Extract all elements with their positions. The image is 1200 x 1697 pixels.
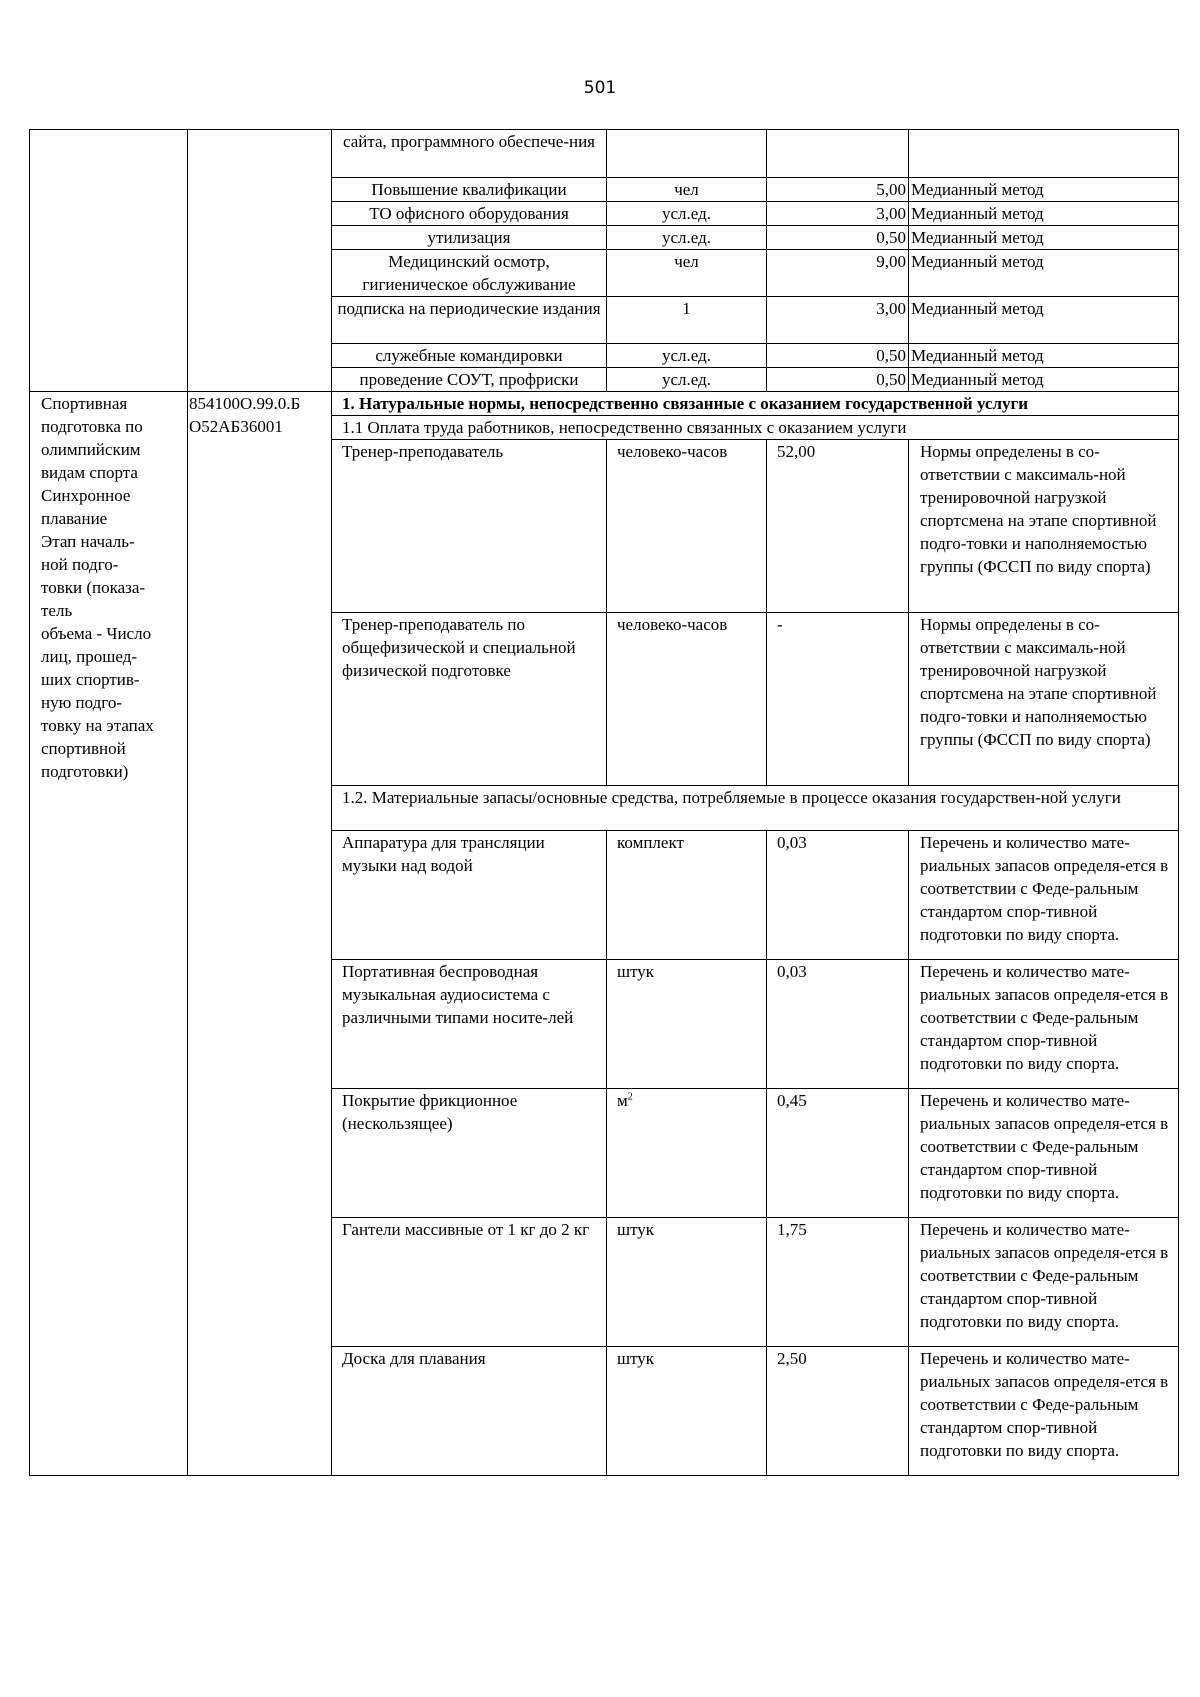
item-cell: Гантели массивные от 1 кг до 2 кг <box>332 1218 607 1347</box>
item-cell: проведение СОУТ, профриски <box>332 368 607 392</box>
unit-cell: штук <box>607 1218 767 1347</box>
empty-service-cell <box>30 130 188 392</box>
subsection-1-1-title: 1.1 Оплата труда работников, непосредственно связанных с оказанием услуги <box>332 416 1179 440</box>
note-cell: Перечень и количество мате-риальных запасов определя-ется в соответствии с Феде-ральным стандартом спор-тивной подготовки по виду спорта. <box>909 960 1179 1089</box>
value-cell: 1,75 <box>767 1218 909 1347</box>
item-cell: подписка на периодические издания <box>332 297 607 344</box>
service-name-line: ную подго- <box>41 693 123 712</box>
section-header-row <box>30 392 1179 416</box>
page-number: 501 <box>583 78 617 98</box>
note-cell: Перечень и количество мате-риальных запасов определя-ется в соответствии с Феде-ральным стандартом спор-тивной подготовки по виду спорта. <box>909 1089 1179 1218</box>
unit-cell <box>607 130 767 178</box>
value-cell: 0,50 <box>767 344 909 368</box>
note-cell: Перечень и количество мате-риальных запасов определя-ется в соответствии с Феде-ральным стандартом спор-тивной подготовки по виду спорта. <box>909 1347 1179 1476</box>
unit-cell: усл.ед. <box>607 202 767 226</box>
method-cell <box>909 130 1179 178</box>
item-cell: Тренер-преподаватель по общефизической и специальной физической подготовке <box>332 613 607 786</box>
item-cell: Доска для плавания <box>332 1347 607 1476</box>
method-cell: Медианный метод <box>909 344 1179 368</box>
service-name-line: олимпийским <box>41 440 141 459</box>
unit-cell: штук <box>607 1347 767 1476</box>
subsection-1-2-title: 1.2. Материальные запасы/основные средства, потребляемые в процессе оказания государствен-ной услуги <box>332 786 1179 831</box>
method-cell: Медианный метод <box>909 202 1179 226</box>
service-name-line: товки (показа- <box>41 578 146 597</box>
table-row <box>30 130 1179 178</box>
section-1-header: 1. Натуральные нормы, непосредственно связанные с оказанием государственной услуги <box>332 392 1179 416</box>
unit-cell: человеко-часов <box>607 613 767 786</box>
note-cell: Перечень и количество мате-риальных запасов определя-ется в соответствии с Феде-ральным стандартом спор-тивной подготовки по виду спорта. <box>909 831 1179 960</box>
service-name-line: Синхронное <box>41 486 131 505</box>
value-cell: 0,45 <box>767 1089 909 1218</box>
service-code-line: 854100О.99.0.Б <box>189 394 301 413</box>
method-cell: Медианный метод <box>909 250 1179 297</box>
unit-cell: 1 <box>607 297 767 344</box>
empty-code-cell <box>188 130 332 392</box>
unit-superscript: 2 <box>627 1091 633 1103</box>
value-cell: 0,50 <box>767 368 909 392</box>
service-name-line: товку на этапах <box>41 716 154 735</box>
service-name-line: спортивной <box>41 739 126 758</box>
method-cell: Медианный метод <box>909 368 1179 392</box>
unit-cell: усл.ед. <box>607 344 767 368</box>
value-cell: - <box>767 613 909 786</box>
value-cell: 52,00 <box>767 440 909 613</box>
note-cell: Нормы определены в со-ответствии с максималь-ной тренировочной нагрузкой спортсмена на этапе спортивной подго-товки и наполняемостью группы (ФССП по виду спорта) <box>909 613 1179 786</box>
method-cell: Медианный метод <box>909 297 1179 344</box>
value-cell: 0,50 <box>767 226 909 250</box>
unit-cell: комплект <box>607 831 767 960</box>
unit-cell: чел <box>607 178 767 202</box>
item-cell: сайта, программного обеспече-ния <box>332 130 607 178</box>
note-cell: Нормы определены в со-ответствии с максималь-ной тренировочной нагрузкой спортсмена на этапе спортивной подго-товки и наполняемостью группы (ФССП по виду спорта) <box>909 440 1179 613</box>
unit-cell: человеко-часов <box>607 440 767 613</box>
service-name-line: плавание <box>41 509 108 528</box>
service-name-line: лиц, прошед- <box>41 647 137 666</box>
value-cell: 5,00 <box>767 178 909 202</box>
value-cell: 0,03 <box>767 831 909 960</box>
service-name-line: подготовки) <box>41 762 129 781</box>
item-cell: Повышение квалификации <box>332 178 607 202</box>
unit-cell: усл.ед. <box>607 368 767 392</box>
item-cell: служебные командировки <box>332 344 607 368</box>
value-cell: 9,00 <box>767 250 909 297</box>
item-cell: утилизация <box>332 226 607 250</box>
unit-text: м <box>617 1091 628 1110</box>
item-cell: Медицинский осмотр, гигиеническое обслуживание <box>332 250 607 297</box>
item-cell: Аппаратура для трансляции музыки над водой <box>332 831 607 960</box>
value-cell: 2,50 <box>767 1347 909 1476</box>
service-name-line: Этап началь- <box>41 532 135 551</box>
method-cell: Медианный метод <box>909 178 1179 202</box>
service-name-line: видам спорта <box>41 463 138 482</box>
unit-cell: усл.ед. <box>607 226 767 250</box>
service-name-line: ной подго- <box>41 555 119 574</box>
service-name-line: тель <box>41 601 73 620</box>
service-name-line: ших спортив- <box>41 670 140 689</box>
item-cell: Покрытие фрикционное (нескользящее) <box>332 1089 607 1218</box>
note-cell: Перечень и количество мате-риальных запасов определя-ется в соответствии с Феде-ральным стандартом спор-тивной подготовки по виду спорта. <box>909 1218 1179 1347</box>
service-name-cell <box>30 392 188 1476</box>
service-name-line: объема - Число <box>41 624 152 643</box>
service-name <box>41 392 187 783</box>
method-cell: Медианный метод <box>909 226 1179 250</box>
item-cell: ТО офисного оборудования <box>332 202 607 226</box>
service-code-cell <box>188 392 332 1476</box>
value-cell: 3,00 <box>767 202 909 226</box>
service-code-line: О52АБ36001 <box>189 417 283 436</box>
unit-cell: штук <box>607 960 767 1089</box>
value-cell <box>767 130 909 178</box>
item-cell: Портативная беспроводная музыкальная аудиосистема с различными типами носите-лей <box>332 960 607 1089</box>
unit-cell: чел <box>607 250 767 297</box>
value-cell: 0,03 <box>767 960 909 1089</box>
item-cell: Тренер-преподаватель <box>332 440 607 613</box>
value-cell: 3,00 <box>767 297 909 344</box>
norms-table <box>29 129 1179 1476</box>
service-name-line: Спортивная <box>41 394 128 413</box>
unit-cell <box>607 1089 767 1218</box>
service-name-line: подготовка по <box>41 417 143 436</box>
